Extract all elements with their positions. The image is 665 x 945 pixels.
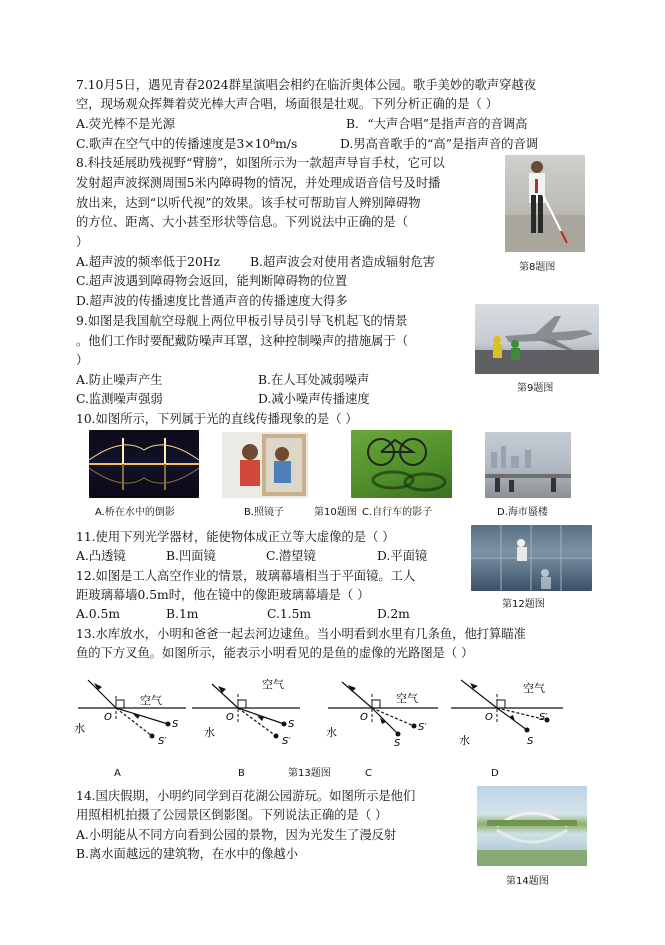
q13-label-b: B [238,768,245,779]
q7-option-a: A.荧光棒不是光源 [76,117,175,131]
q13-diagram-c [318,672,440,752]
q8-stem-line3: 放出来，达到“以听代视”的效果。该手杖可帮助盲人辨别障碍物 [76,196,421,210]
q13-c-water-label: 水 [326,726,337,739]
q13-c-o-label: O [360,712,368,723]
q10-caption-a: A.桥在水中的倒影 [95,507,175,518]
q8-stem-line1: 8.科技延展助残视野“臂膀”，如图所示为一款超声导盲手杖，它可以 [76,156,445,170]
q12-option-d: D.2m [377,607,410,621]
q13-label-d: D [491,768,499,779]
q10-caption-c: C.自行车的影子 [362,507,433,518]
q10-figure-caption: 第10题图 [314,507,357,518]
q12-figure-glass-curtain-wall [471,525,592,591]
q11-stem: 11.使用下列光学器材，能使物体成正立等大虚像的是（ ） [76,530,395,544]
q12-figure-caption: 第12题图 [502,599,545,610]
q13-label-c: C [365,768,372,779]
q13-d-o-label: O [485,712,493,723]
q13-a-s-label: S [172,719,179,730]
q13-d-sprime-label: S′ [539,712,548,723]
q13-diagram-a [68,672,188,752]
q9-figure-carrier-deck [475,304,599,374]
q14-figure-park-reflection [477,786,587,866]
q11-option-b: B.凹面镜 [166,549,216,563]
q8-option-a: A.超声波的频率低于20Hz [76,255,221,269]
q12-option-c: C.1.5m [267,607,312,621]
q13-stem-line2: 鱼的下方叉鱼。如图所示，能表示小明看见的是鱼的虚像的光路图是（ ） [76,646,474,660]
q10-stem: 10.如图所示，下列属于光的直线传播现象的是（ ） [76,412,358,426]
q8-option-c: C.超声波遇到障碍物会返回，能判断障碍物的位置 [76,274,348,288]
q13-stem-line1: 13.水库放水，小明和爸爸一起去河边逮鱼。当小明看到水里有几条鱼，他打算瞄准 [76,627,526,641]
q7-stem-line1: 7.10月5日，遇见青春2024群星演唱会相约在临沂奥体公园。歌手美妙的歌声穿越夜 [76,78,536,92]
q13-a-air-label: 空气 [140,694,162,707]
q13-a-o-label: O [104,712,112,723]
q9-option-b: B.在人耳处减弱噪声 [258,373,370,387]
q9-stem-line2: 。他们工作时要配戴防噪声耳罩，这种控制噪声的措施属于（ [76,334,409,348]
q7-option-d: D.男高音歌手的“高”是指声音的音调 [340,137,539,151]
q13-b-water-label: 水 [204,726,215,739]
q13-figure-caption: 第13题图 [288,768,331,779]
q11-option-d: D.平面镜 [377,549,428,563]
q8-stem-line2: 发射超声波探测周围5米内障碍物的情况，并处理成语音信号及时播 [76,176,441,190]
q10-image-bridge-reflection [89,430,199,498]
q13-a-water-label: 水 [74,722,85,735]
q9-option-d: D.减小噪声传播速度 [258,392,370,406]
q8-figure-blind-cane [505,155,585,252]
q12-stem-line2: 距玻璃幕墙0.5m时，他在镜中的像距玻璃幕墙是（ ） [76,588,370,602]
q9-option-c: C.监测噪声强弱 [76,392,163,406]
q12-option-a: A.0.5m [76,607,121,621]
q13-d-s-label: S [527,736,534,747]
q13-d-air-label: 空气 [523,682,545,695]
q7-option-b: B．“大声合唱”是指声音的音调高 [346,117,528,131]
q13-d-water-label: 水 [459,734,470,747]
q13-b-air-label: 空气 [262,678,284,691]
q11-option-a: A.凸透镜 [76,549,126,563]
q8-option-b: B.超声波会对使用者造成辐射危害 [250,255,436,269]
q10-image-bicycle-shadow [351,430,452,498]
q9-stem-line1: 9.如图是我国航空母舰上两位甲板引导员引导飞机起飞的情景 [76,314,408,328]
q9-stem-line3: ） [76,353,89,367]
q10-image-mirror [222,432,308,498]
q10-image-mirage [485,432,571,498]
q7-stem-line2: 空，现场观众挥舞着荧光棒大声合唱，场面很是壮观。下列分析正确的是（ ） [76,97,499,111]
q14-stem-line1: 14.国庆假期，小明约同学到百花湖公园游玩。如图所示是他们 [76,789,416,803]
q13-b-s-label: S [288,719,295,730]
q14-figure-caption: 第14题图 [506,876,549,887]
q8-option-d: D.超声波的传播速度比普通声音的传播速度大得多 [76,294,348,308]
q9-option-a: A.防止噪声产生 [76,373,163,387]
q7-option-c: C.歌声在空气中的传播速度是3×10⁸m/s [76,137,298,151]
q12-option-b: B.1m [166,607,199,621]
q13-b-sprime-label: S′ [282,736,291,747]
q8-stem-line4: 的方位、距离、大小甚至形状等信息。下列说法中正确的是（ [76,215,409,229]
q14-option-b: B.离水面越远的建筑物，在水中的像越小 [76,847,298,861]
q8-figure-caption: 第8题图 [519,262,556,273]
q12-stem-line1: 12.如图是工人高空作业的情景，玻璃幕墙相当于平面镜。工人 [76,569,416,583]
q14-stem-line2: 用照相机拍摄了公园景区倒影图。下列说法正确的是（ ） [76,808,388,822]
q13-label-a: A [114,768,121,779]
q8-stem-line5: ） [76,235,89,249]
q13-b-o-label: O [226,712,234,723]
q10-caption-b: B.照镜子 [244,507,285,518]
q13-c-sprime-label: S′ [418,722,427,733]
q13-diagram-d [443,672,565,752]
q13-c-air-label: 空气 [396,692,418,705]
q9-figure-caption: 第9题图 [517,383,554,394]
q14-option-a: A.小明能从不同方向看到公园的景物，因为光发生了漫反射 [76,828,397,842]
q13-c-s-label: S [394,738,401,749]
q11-option-c: C.潜望镜 [266,549,316,563]
q13-a-sprime-label: S′ [158,736,167,747]
q13-diagram-b [182,672,302,752]
q10-caption-d: D.海市蜃楼 [497,507,548,518]
